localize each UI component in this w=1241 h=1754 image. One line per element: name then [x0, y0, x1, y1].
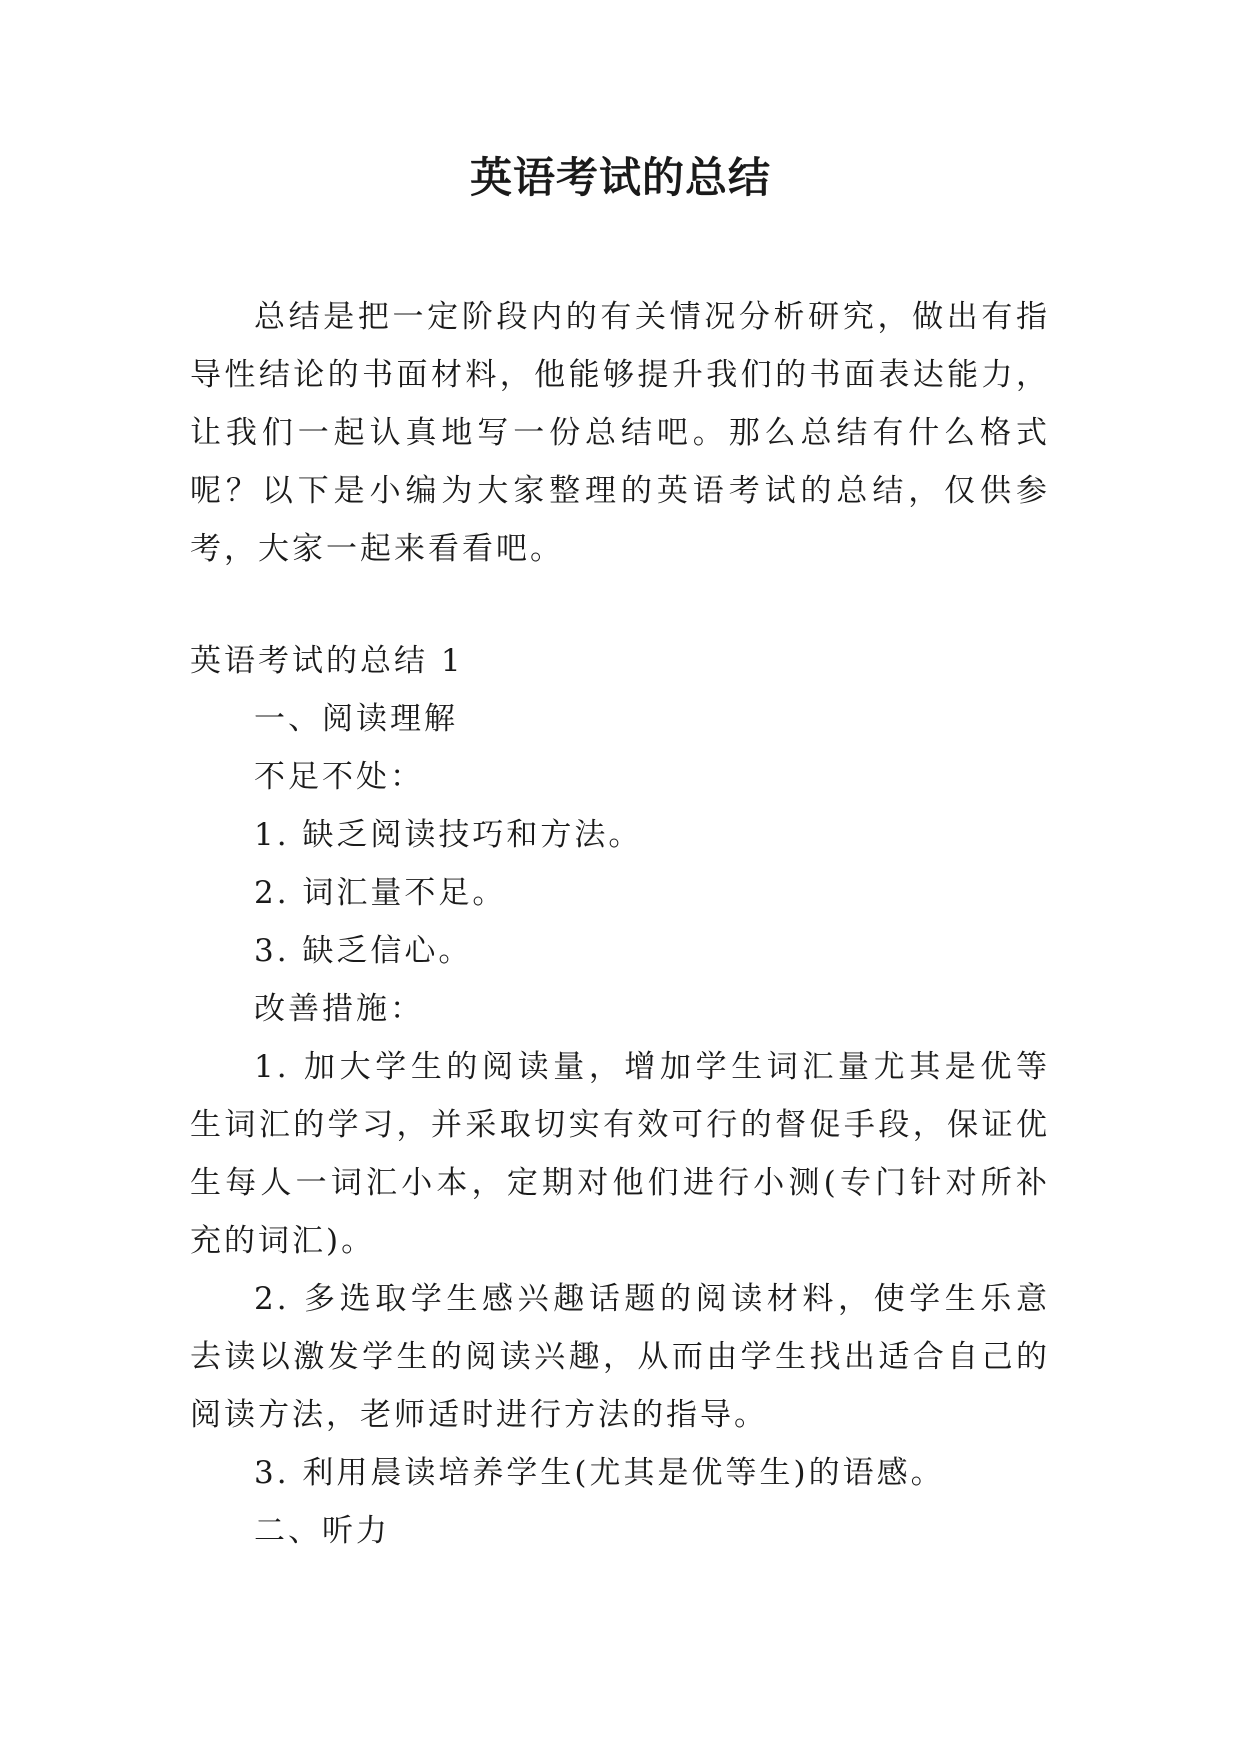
heading-reading-comprehension: 一、阅读理解 [254, 701, 458, 737]
measure-item: 3. 利用晨读培养学生(尤其是优等生)的语感。 [254, 1455, 945, 1491]
shortcomings-label: 不足不处： [254, 759, 424, 795]
shortcoming-item: 3. 缺乏信心。 [254, 933, 473, 969]
intro-paragraph: 总结是把一定阶段内的有关情况分析研究，做出有指导性结论的书面材料，他能够提升我们的书面表达能力，让我们一起认真地写一份总结吧。那么总结有什么格式呢？以下是小编为大家整理的英语考试的总结，仅供参考，大家一起来看看吧。 [190, 299, 1050, 567]
measure-item: 1. 加大学生的阅读量，增加学生词汇量尤其是优等生词汇的学习，并采取切实有效可行的督促手段，保证优生每人一词汇小本，定期对他们进行小测(专门针对所补充的词汇)。 [190, 1049, 1050, 1259]
summary-section [190, 632, 1050, 1560]
measure-item: 2. 多选取学生感兴趣话题的阅读材料，使学生乐意去读以激发学生的阅读兴趣，从而由学生找出适合自己的阅读方法，老师适时进行方法的指导。 [190, 1281, 1050, 1433]
section-title: 英语考试的总结 1 [190, 643, 464, 679]
shortcoming-item: 2. 词汇量不足。 [254, 875, 507, 911]
measures-label: 改善措施： [254, 991, 424, 1027]
shortcoming-item: 1. 缺乏阅读技巧和方法。 [254, 817, 643, 853]
heading-listening: 二、听力 [254, 1513, 390, 1549]
document-title: 英语考试的总结 [469, 153, 771, 202]
